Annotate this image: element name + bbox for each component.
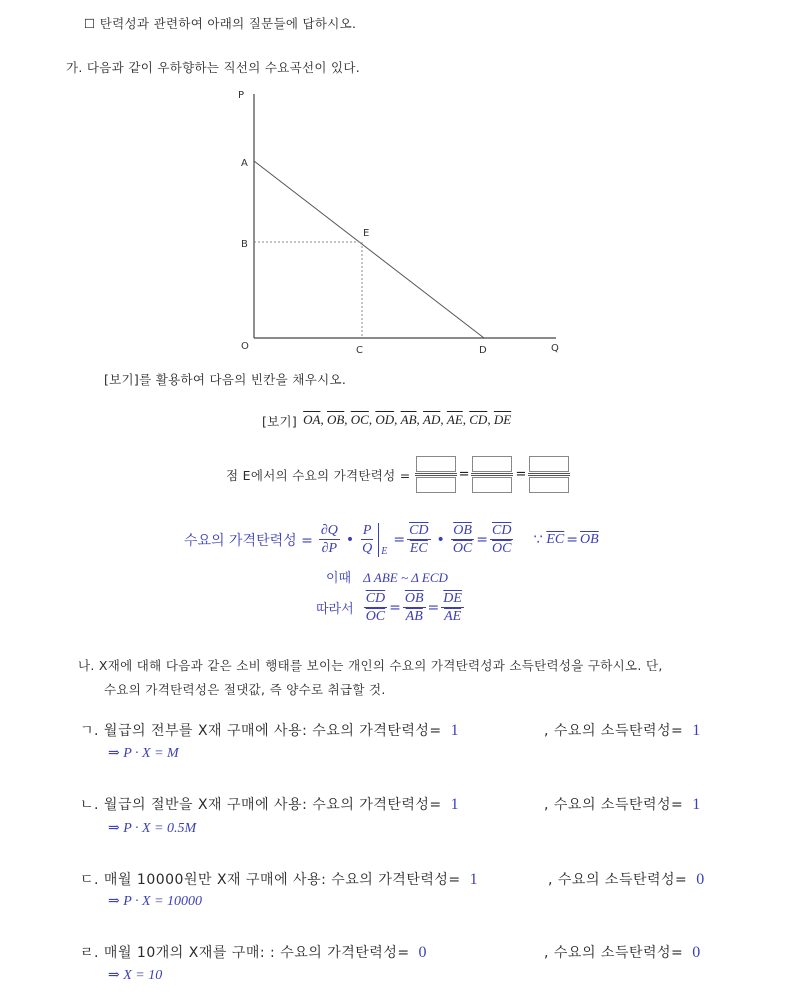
blank-fraction-1[interactable] (415, 456, 457, 493)
instruction-text: 탄력성과 관련하여 아래의 질문들에 답하시오. (99, 16, 357, 31)
label-p: P (238, 90, 245, 101)
fraction-cd-oc: $\frac{\overline{CD}}{OC}$ (365, 591, 386, 624)
blank-numerator[interactable] (529, 456, 569, 472)
fraction-dq-dp: $\frac{\partial Q}{\partial P}$ (320, 523, 338, 556)
similar-triangles-line (326, 567, 448, 586)
derivation: ⇒ P · X = M (108, 746, 179, 761)
bogi-item: $\overline{AD}$ (423, 412, 441, 427)
income-label: , 수요의 소득탄력성= (548, 872, 688, 888)
label-b: B (241, 239, 248, 250)
income-elasticity-value: 1 (692, 796, 701, 813)
blank-denominator[interactable] (416, 477, 456, 493)
bogi-item: $\overline{DE}$ (493, 412, 512, 427)
fraction-cd-oc: $\frac{\overline{CD}}{OC}$ (492, 523, 512, 556)
price-elasticity-value: 0 (418, 944, 428, 961)
blank-numerator[interactable] (472, 456, 512, 472)
similar-label: 이때 (326, 571, 352, 586)
bogi-item: $\overline{OC}$ (350, 412, 369, 427)
label-d: D (479, 345, 487, 356)
label-c: C (356, 345, 363, 356)
blank-denominator[interactable] (529, 477, 569, 493)
fill-instruction: [보기]를 활용하여 다음의 빈칸을 채우시오. (104, 372, 347, 387)
label-e: E (363, 228, 370, 239)
demand-line (254, 161, 484, 338)
bogi-item: $\overline{AE}$ (446, 412, 463, 427)
income-elasticity-value: 0 (692, 944, 701, 961)
bogi-label: [보기] (262, 414, 298, 429)
item-label: ㄹ. 매월 10개의 X재를 구매: : 수요의 가격탄력성= (80, 945, 410, 961)
item-label: ㄷ. 매월 10000원만 X재 구매에 사용: 수요의 가격탄력성= (80, 872, 461, 888)
fraction-ob-oc: $\frac{\overline{OB}}{OC}$ (452, 523, 473, 556)
instruction-heading (84, 14, 356, 32)
therefore-line: 따라서 $\frac{\overline{CD}}{OC}$ = $\frac{\overline{OB}}{AB}$ = $\frac{\overline{DE}}{AE}$ (316, 591, 462, 624)
blank-equation: 점 E에서의 수요의 가격탄력성 = = = (226, 456, 570, 493)
item-label: ㄴ. 월급의 절반을 X재 구매에 사용: 수요의 가격탄력성= (80, 797, 442, 813)
part-b-prompt-line2: 수요의 가격탄력성은 절댓값, 즉 양수로 취급할 것. (104, 682, 386, 697)
item-giyeok (80, 720, 720, 740)
price-elasticity-value: 1 (450, 722, 460, 739)
income-elasticity-value: 1 (692, 722, 701, 739)
bogi-item: $\overline{CD}$ (469, 412, 488, 427)
similar-expr: Δ ABE ~ Δ ECD (363, 570, 448, 585)
because-rhs: $\overline{OB}$ (580, 531, 599, 547)
bogi-item: $\overline{OD}$ (375, 412, 395, 427)
income-label: , 수요의 소득탄력성= (544, 797, 684, 813)
price-elasticity-value: 1 (450, 796, 460, 813)
label-q: Q (551, 343, 559, 354)
bogi-item: $\overline{OB}$ (326, 412, 345, 427)
blank-fraction-2[interactable] (471, 456, 513, 493)
income-label: , 수요의 소득탄력성= (544, 945, 684, 961)
demand-curve-graph (230, 86, 570, 358)
derivation: ⇒ P · X = 0.5M (108, 821, 197, 836)
checkbox-icon: ☐ (84, 16, 96, 31)
blank-numerator[interactable] (416, 456, 456, 472)
income-label: , 수요의 소득탄력성= (544, 723, 684, 739)
fraction-ob-ab: $\frac{\overline{OB}}{AB}$ (404, 591, 424, 624)
blank-denominator[interactable] (472, 477, 512, 493)
item-rieul (80, 942, 720, 962)
bogi-item: $\overline{OA}$ (303, 412, 321, 427)
income-elasticity-value: 0 (696, 871, 705, 888)
blank-equation-label: 점 E에서의 수요의 가격탄력성 = (226, 467, 411, 483)
part-b-prompt-line1: 나. X재에 대해 다음과 같은 소비 행태를 보이는 개인의 수요의 가격탄력성과 소득탄력성을 구하시오. 단, (78, 658, 663, 673)
price-elasticity-value: 1 (469, 871, 479, 888)
item-label: ㄱ. 월급의 전부를 X재 구매에 사용: 수요의 가격탄력성= (80, 723, 442, 739)
elasticity-answer-formula: 수요의 가격탄력성 = $\frac{\partial Q}{\partial P}$ • $\frac{P}{Q}$ E = $\frac{\overline{CD}}{EC}$ • $\frac{\overline{OB}}{OC}$ = $\frac{\overline{CD}}{OC}$ ∵ $\overline{EC}$ = $\overline{OB}$ (184, 523, 599, 557)
blank-fraction-3[interactable] (528, 456, 570, 493)
because-lhs: $\overline{EC}$ (546, 531, 565, 547)
item-digeut (80, 869, 720, 889)
fraction-cd-ec: $\frac{\overline{CD}}{EC}$ (409, 523, 429, 556)
derivation: ⇒ X = 10 (108, 968, 163, 983)
fraction-p-q: $\frac{P}{Q}$ (362, 523, 373, 556)
because-symbol: ∵ (533, 531, 543, 548)
item-nieun (80, 794, 720, 814)
part-a-prompt: 가. 다음과 같이 우하향하는 직선의 수요곡선이 있다. (66, 60, 361, 75)
answer-lhs: 수요의 가격탄력성 = (184, 532, 313, 549)
derivation: ⇒ P · X = 10000 (108, 894, 203, 909)
label-a: A (241, 158, 248, 169)
bogi-list: [보기] $\overline{OA}$ , $\overline{OB}$ , $\overline{OC}$ , $\overline{OD}$ , $\overline{AB}$ , $\overline{AD}$ , $\overline{AE}$ , $\overline{CD}$ , $\overline{DE}$ (262, 412, 512, 429)
bogi-item: $\overline{AB}$ (400, 412, 417, 427)
therefore-label: 따라서 (316, 602, 354, 617)
label-o: O (241, 341, 249, 352)
fraction-de-ae: $\frac{\overline{DE}}{AE}$ (443, 591, 462, 624)
evaluated-at-e: E (381, 546, 388, 557)
